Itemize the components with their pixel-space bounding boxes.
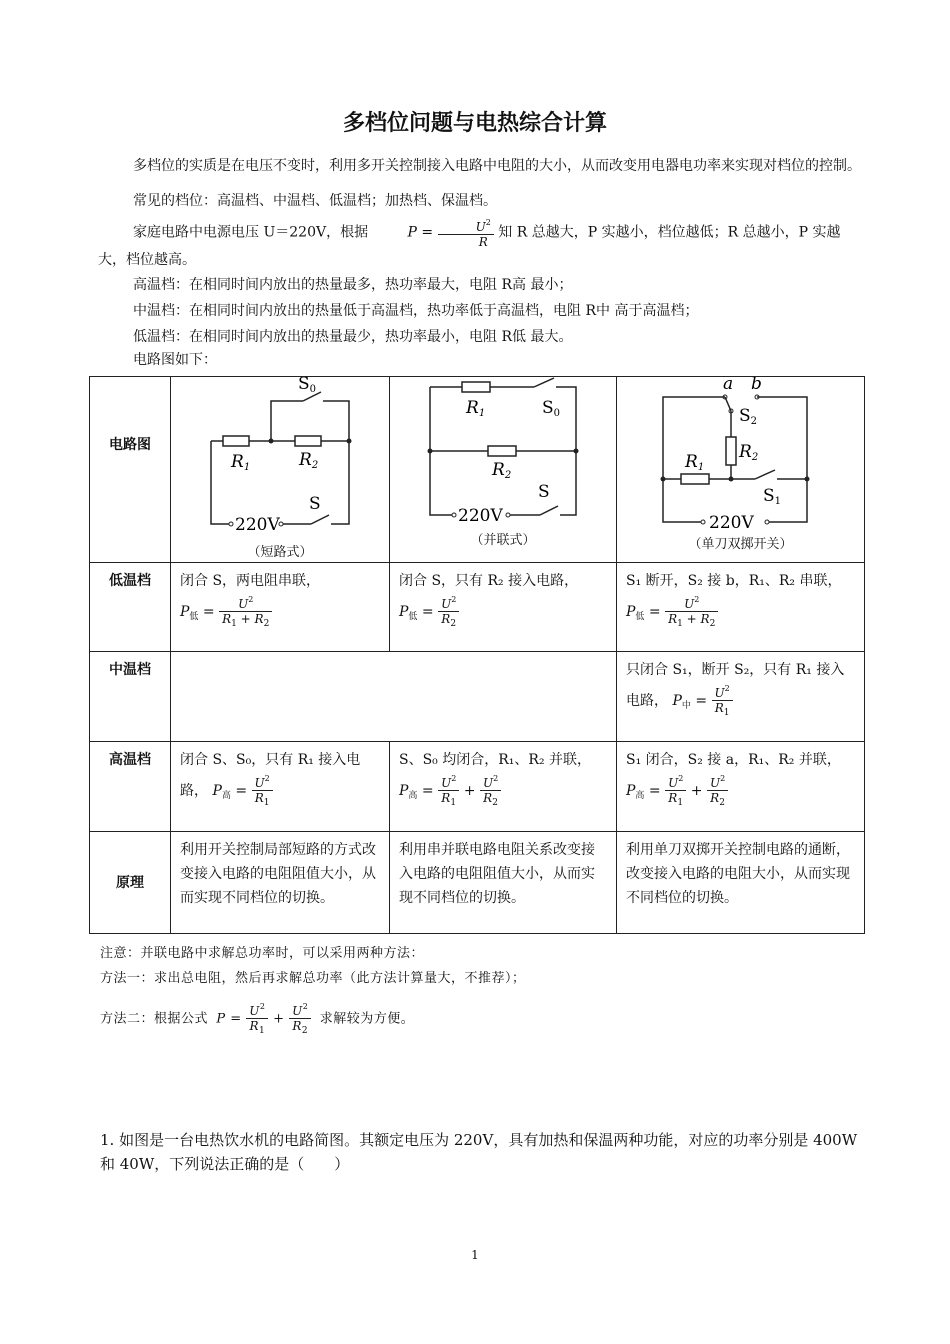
- row-header-low: 低温档: [90, 563, 171, 652]
- question-1: 1. 如图是一台电热饮水机的电路简图。其额定电压为 220V，具有加热和保温两种功能，对应的功率分别是 400W 和 40W，下列说法正确的是（ ）: [100, 1131, 858, 1173]
- row-header-high: 高温档: [90, 742, 171, 832]
- caption-short: （短路式）: [247, 545, 313, 560]
- row-header-principle: 原理: [90, 832, 171, 934]
- note-3: [100, 1000, 414, 1038]
- low-short-formula: $P_低$ = $\frac{U^2}{R_1 + R_2}$: [180, 593, 272, 631]
- short-s0-label: S0: [298, 377, 317, 395]
- short-circuit-diagram: [171, 377, 389, 537]
- note-3-end: 求解较为方便。: [319, 1011, 415, 1027]
- high-spdt: [617, 742, 865, 832]
- parallel-voltage-label: 220V: [458, 506, 503, 525]
- caption-parallel: （并联式）: [470, 533, 536, 548]
- low-parallel-text: 闭合 S，只有 R₂ 接入电路，: [399, 573, 579, 589]
- intro-paragraph-3: [98, 216, 863, 271]
- table-row: [90, 832, 865, 934]
- note-1: 注意：并联电路中求解总功率时，可以采用两种方法：: [100, 946, 425, 961]
- low-spdt-text: S₁ 断开，S₂ 接 b，R₁、R₂ 串联，: [626, 573, 842, 589]
- short-voltage-label: 220V: [235, 515, 280, 535]
- spdt-r2-label: R2: [739, 442, 759, 463]
- note-3-start: 方法二：根据公式: [100, 1011, 209, 1027]
- low-parallel: [390, 563, 617, 652]
- note-2: 方法一：求出总电阻，然后再求解总功率（此方法计算量大，不推荐）；: [100, 971, 526, 986]
- spdt-voltage-label: 220V: [709, 513, 754, 529]
- row-header-mid: 中温档: [90, 652, 171, 742]
- intro-paragraph-1: 多档位的实质是在电压不变时，利用多开关控制接入电路中电阻的大小，从而改变用电器电功率来实现对档位的控制。: [133, 158, 861, 174]
- circuit-short: [171, 377, 390, 563]
- high-spdt-formula: $P_高$ = $\frac{U^2}{R_1}$ + $\frac{U^2}{R_2}$: [626, 772, 728, 810]
- page-number: 1: [471, 1248, 479, 1262]
- low-spdt-formula: $P_低$ = $\frac{U^2}{R_1 + R_2}$: [626, 593, 718, 631]
- mid-spdt-text: 只闭合 S₁，断开 S₂，只有 R₁ 接入电路，: [626, 662, 845, 709]
- short-r2-label: R2: [299, 450, 319, 471]
- intro-p3-start: 家庭电路中电源电压 U＝220V，根据: [133, 224, 369, 241]
- table-row: [90, 377, 865, 563]
- spdt-r1-label: R1: [685, 452, 705, 473]
- mid-empty: [171, 652, 617, 742]
- intro-paragraph-4: 高温档：在相同时间内放出的热量最多，热功率最大，电阻 R高 最小；: [133, 277, 573, 293]
- caption-spdt: （单刀双掷开关）: [688, 537, 793, 552]
- high-parallel-text: S、S₀ 均闭合，R₁、R₂ 并联，: [399, 752, 592, 768]
- table-row: [90, 652, 865, 742]
- short-r1-label: R1: [231, 452, 251, 473]
- intro-paragraph-2: 常见的档位：高温档、中温档、低温档；加热档、保温档。: [133, 193, 497, 209]
- row-header-circuit: 电路图: [90, 377, 171, 563]
- low-short: [171, 563, 390, 652]
- high-parallel: [390, 742, 617, 832]
- high-spdt-text: S₁ 闭合，S₂ 接 a，R₁、R₂ 并联，: [626, 752, 841, 768]
- parallel-s0-label: S0: [542, 398, 561, 419]
- high-short-text: 闭合 S、S₀，只有 R₁ 接入电路，: [180, 752, 361, 799]
- short-s-label: S: [309, 494, 321, 514]
- high-short: [171, 742, 390, 832]
- intro-p3-end: 知 R 总越大，P 实越小，档位越低；R 总越小，P 实越大，档位越高。: [98, 224, 841, 268]
- intro-paragraph-7: 电路图如下：: [133, 352, 217, 368]
- spdt-s1-label: S1: [763, 486, 782, 507]
- table-row: [90, 742, 865, 832]
- mid-spdt: [617, 652, 865, 742]
- spdt-s2-label: S2: [739, 406, 758, 427]
- parallel-r2-label: R2: [492, 460, 512, 481]
- spdt-a-label: a: [723, 377, 734, 394]
- principle-short: 利用开关控制局部短路的方式改变接入电路的电阻阻值大小，从而实现不同档位的切换。: [171, 832, 390, 934]
- spdt-circuit-diagram: [617, 377, 851, 529]
- gear-table: [89, 376, 865, 934]
- high-parallel-formula: $P_高$ = $\frac{U^2}{R_1}$ + $\frac{U^2}{R_2}$: [399, 772, 501, 810]
- parallel-s-label: S: [538, 482, 550, 502]
- principle-spdt: 利用单刀双掷开关控制电路的通断，改变接入电路的电阻大小，从而实现不同档位的切换。: [617, 832, 865, 934]
- low-parallel-formula: $P_低$ = $\frac{U^2}{R_2}$: [399, 593, 459, 631]
- low-spdt: [617, 563, 865, 652]
- table-row: [90, 563, 865, 652]
- low-short-text: 闭合 S，两电阻串联，: [180, 573, 321, 589]
- total-power-formula: P = $\frac{U^2}{R_1}$ + $\frac{U^2}{R_2}$: [216, 1000, 311, 1038]
- power-formula: P = $\frac{U^2}{R}$: [373, 216, 494, 249]
- intro-paragraph-6: 低温档：在相同时间内放出的热量最少，热功率最小，电阻 R低 最大。: [133, 329, 573, 345]
- intro-paragraph-5: 中温档：在相同时间内放出的热量低于高温档，热功率低于高温档，电阻 R中 高于高温档；: [133, 303, 699, 319]
- spdt-b-label: b: [751, 377, 762, 394]
- parallel-r1-label: R1: [466, 398, 486, 419]
- principle-parallel: 利用串并联电路电阻关系改变接入电路的电阻阻值大小，从而实现不同档位的切换。: [390, 832, 617, 934]
- mid-spdt-formula: $P_中$ = $\frac{U^2}{R_1}$: [672, 682, 732, 720]
- circuit-parallel: [390, 377, 617, 563]
- high-short-formula: $P_高$ = $\frac{U^2}{R_1}$: [212, 772, 272, 810]
- page-title: 多档位问题与电热综合计算: [342, 111, 607, 136]
- parallel-circuit-diagram: [390, 377, 616, 525]
- circuit-spdt: [617, 377, 865, 563]
